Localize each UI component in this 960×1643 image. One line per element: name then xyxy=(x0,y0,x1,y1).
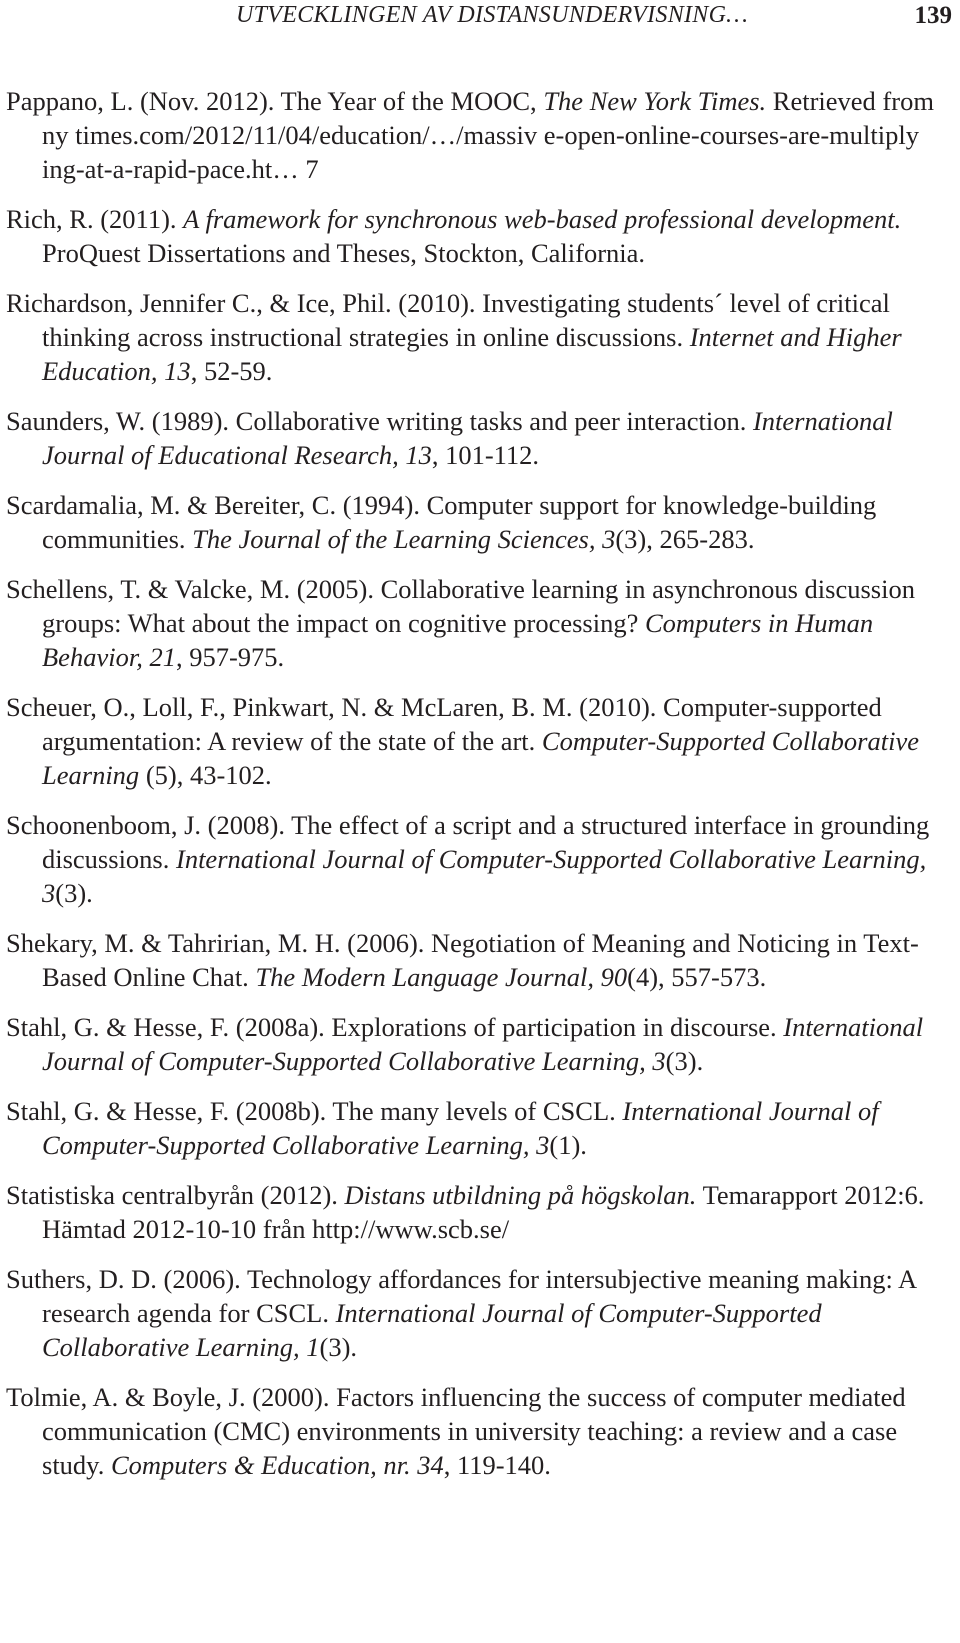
reference-text: , 119-140. xyxy=(443,1450,551,1480)
reference-italic-text: The New York Times. xyxy=(543,86,767,116)
reference-italic-text: Distans utbildning på högskolan. xyxy=(344,1180,697,1210)
reference-text: Stahl, G. & Hesse, F. (2008b). The many levels of CSCL. xyxy=(6,1096,623,1126)
reference-text: Pappano, L. (Nov. 2012). The Year of the MOOC, xyxy=(6,86,544,116)
reference-text: Saunders, W. (1989). Collaborative writing tasks and peer interaction. xyxy=(6,406,753,436)
reference-text: Statistiska centralbyrån (2012). xyxy=(6,1180,345,1210)
reference-entry xyxy=(6,1010,936,1078)
reference-entry xyxy=(6,202,936,270)
reference-text: , 52-59. xyxy=(190,356,273,386)
reference-text: (3), 265-283. xyxy=(615,524,755,554)
reference-entry xyxy=(6,286,936,388)
reference-text: Schellens, T. & Valcke, M. (2005). Collaborative learning in asynchronous discussion groups: What about the impact on cognitive processing? xyxy=(6,574,922,638)
reference-text: Tolmie, A. & Boyle, J. (2000). Factors influencing the success of computer mediated communication (CMC) environments in university teaching: a review and a case study. xyxy=(6,1382,913,1480)
reference-text: (1). xyxy=(549,1130,587,1160)
reference-italic-text: The Modern Language Journal, 90 xyxy=(255,962,628,992)
reference-text: Stahl, G. & Hesse, F. (2008a). Explorations of participation in discourse. xyxy=(6,1012,784,1042)
reference-italic-text: International Journal of Computer-Supported Collaborative Learning, 1 xyxy=(42,1298,829,1362)
reference-entry xyxy=(6,690,936,792)
reference-entry xyxy=(6,1380,936,1482)
reference-italic-text: International Journal of Educational Research, 13 xyxy=(42,406,900,470)
reference-text: Schoonenboom, J. (2008). The effect of a script and a structured interface in grounding discussions. xyxy=(6,810,936,874)
reference-text: Richardson, Jennifer C., & Ice, Phil. (2010). Investigating students´ level of critical thinking across instructional strategies in online discussions. xyxy=(6,288,897,352)
reference-text: (3). xyxy=(665,1046,704,1076)
reference-text: ProQuest Dissertations and Theses, Stockton, California. xyxy=(42,204,908,268)
reference-text: (3). xyxy=(55,878,93,908)
reference-list xyxy=(6,84,941,1498)
reference-italic-text: Computers in Human Behavior, 21 xyxy=(42,608,880,672)
reference-italic-text: A framework for synchronous web-based professional development. xyxy=(183,204,902,234)
running-header xyxy=(0,0,960,40)
reference-text: Suthers, D. D. (2006). Technology affordances for intersubjective meaning making: A research agenda for CSCL. xyxy=(6,1264,923,1328)
reference-entry xyxy=(6,488,936,556)
reference-entry xyxy=(6,572,936,674)
reference-italic-text: Computers & Education, nr. 34 xyxy=(110,1450,444,1480)
reference-italic-text: International Journal of Computer-Supported Collaborative Learning, 3 xyxy=(42,1012,930,1076)
reference-text: Scheuer, O., Loll, F., Pinkwart, N. & McLaren, B. M. (2010). Computer-supported argumentation: A review of the state of the art. xyxy=(6,692,889,756)
reference-text: Shekary, M. & Tahririan, M. H. (2006). Negotiation of Meaning and Noticing in Text-Based Online Chat. xyxy=(6,928,919,992)
reference-entry xyxy=(6,404,936,472)
running-title: UTVECKLINGEN AV DISTANSUNDERVISNING… xyxy=(236,2,748,28)
reference-entry xyxy=(6,808,936,910)
page-number: 139 xyxy=(914,2,952,29)
reference-text: Rich, R. (2011). xyxy=(6,204,184,234)
reference-entry xyxy=(6,1094,936,1162)
reference-italic-text: International Journal of Computer-Supported Collaborative Learning, 3 xyxy=(42,844,933,908)
reference-text: (5), 43-102. xyxy=(139,760,272,790)
reference-italic-text: Computer-Supported Collaborative Learning xyxy=(42,726,926,790)
reference-italic-text: Internet and Higher Education, 13 xyxy=(42,322,909,386)
reference-text: Temarapport 2012:6. Hämtad 2012-10-10 från http://www.scb.se/ xyxy=(42,1180,932,1244)
reference-text: (3). xyxy=(319,1332,358,1362)
reference-italic-text: International Journal of Computer-Supported Collaborative Learning, 3 xyxy=(42,1096,886,1160)
reference-text: Retrieved from ny times.com/2012/11/04/education/…/massiv e-open-online-courses-are-multiply ing-at-a-rapid-pace.ht… 7 xyxy=(42,86,941,184)
reference-text: , 957-975. xyxy=(175,642,285,672)
reference-text: Scardamalia, M. & Bereiter, C. (1994). Computer support for knowledge-building communities. xyxy=(6,490,883,554)
reference-entry xyxy=(6,1178,936,1246)
reference-italic-text: The Journal of the Learning Sciences, 3 xyxy=(192,524,616,554)
reference-text: , 101-112. xyxy=(431,440,540,470)
reference-entry xyxy=(6,84,941,186)
reference-entry xyxy=(6,1262,936,1364)
reference-text: (4), 557-573. xyxy=(627,962,767,992)
reference-entry xyxy=(6,926,936,994)
